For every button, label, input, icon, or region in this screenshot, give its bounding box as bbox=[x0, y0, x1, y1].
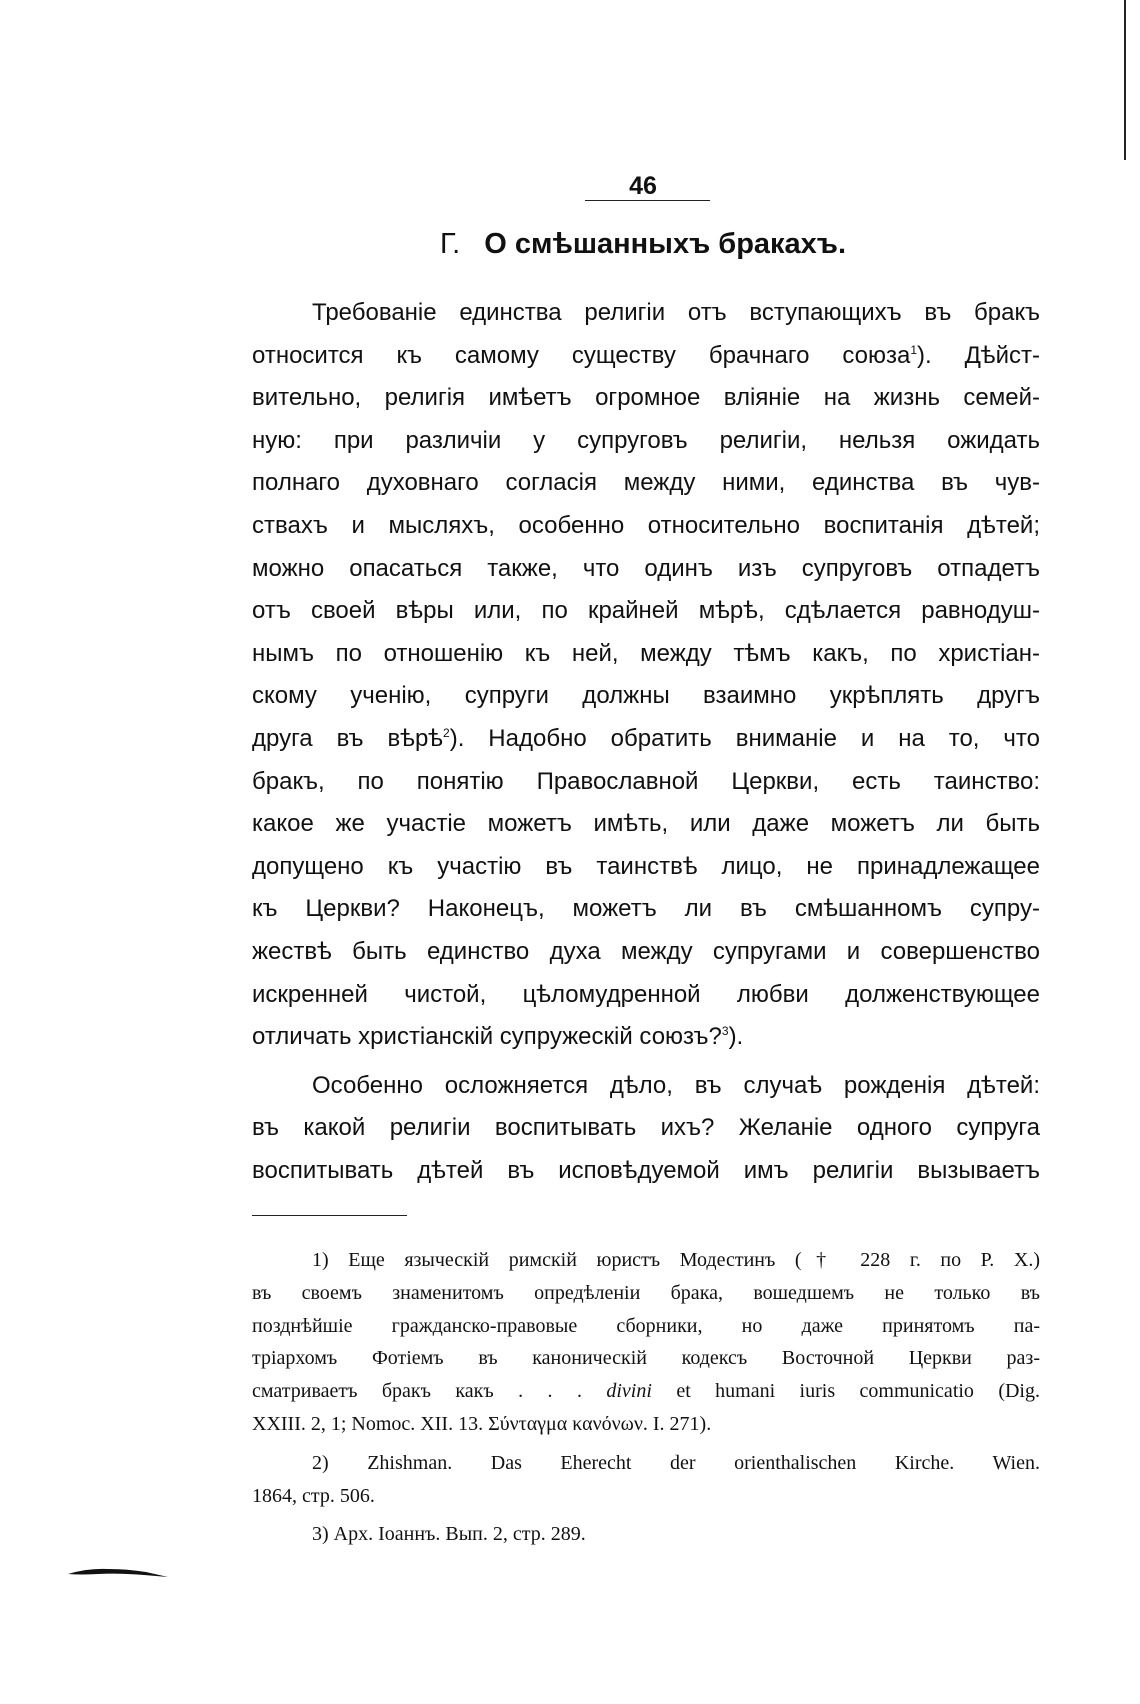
body-line: вительно, религія имѣетъ огромное вліяніе на жизнь семей- bbox=[252, 384, 1040, 412]
section-heading: О смѣшанныхъ бракахъ. bbox=[484, 228, 847, 260]
body-line: жествѣ быть единство духа между супругами и совершенство bbox=[252, 937, 1040, 965]
body-text bbox=[252, 292, 1040, 1192]
page-number-rule bbox=[585, 200, 710, 201]
body-line: полнаго духовнаго согласія между ними, единства въ чув- bbox=[252, 469, 1040, 497]
body-line: ствахъ и мысляхъ, особенно относительно воспитанія дѣтей; bbox=[252, 511, 1040, 539]
footnote-line: въ своемъ знаменитомъ опредѣленіи брака, вошедшемъ не только въ bbox=[252, 1281, 1040, 1304]
body-line: допущено къ участію въ таинствѣ лицо, не принадлежащее bbox=[252, 852, 1040, 880]
body-line: относится къ самому существу брачнаго союза$^1$). Дѣйст- bbox=[252, 341, 1040, 369]
section-title bbox=[250, 228, 1036, 261]
footnote-line: тріархомъ Фотіемъ въ каноническій кодексъ Восточной Церкви раз- bbox=[252, 1347, 1040, 1370]
page-edge-line bbox=[1124, 0, 1126, 160]
footnote-line: 3) Арх. Іоаннъ. Вып. 2, стр. 289. bbox=[312, 1523, 586, 1546]
footnote-ref: 1 bbox=[910, 342, 918, 357]
footnote-line: 1) Еще языческій римскій юристъ Модестинъ († 228 г. по Р. Х.) bbox=[312, 1249, 1040, 1271]
footnote-line: 2) Zhishman. Das Eherecht der orienthalischen Kirche. Wien. bbox=[312, 1451, 1040, 1474]
body-line: искренней чистой, цѣломудренной любви долженствующее bbox=[252, 980, 1040, 1008]
body-line: воспитывать дѣтей въ исповѣдуемой имъ религіи вызываетъ bbox=[252, 1156, 1040, 1184]
body-line: Особенно осложняется дѣло, въ случаѣ рожденія дѣтей: bbox=[312, 1071, 1040, 1099]
page-number: 46 bbox=[629, 172, 657, 200]
body-line: нымъ по отношенію къ ней, между тѣмъ какъ, по христіан- bbox=[252, 639, 1040, 667]
footnotes bbox=[252, 1244, 1040, 1551]
body-line: друга въ вѣрѣ$^2$). Надобно обратить вниманіе и на то, что bbox=[252, 724, 1040, 752]
body-line: въ какой религіи воспитывать ихъ? Желаніе одного супруга bbox=[252, 1114, 1040, 1142]
footnote-line: позднѣйшіе гражданско-правовые сборники, но даже принятомъ па- bbox=[252, 1314, 1040, 1337]
footnote-ref: 3 bbox=[721, 1024, 729, 1039]
footnote-line: XXIII. 2, 1; Nomoc. XII. 13. Σύνταγμα κανόνων. I. 271). bbox=[252, 1412, 712, 1435]
footnote-ref: 2 bbox=[443, 725, 450, 740]
body-line: Требованіе единства религіи отъ вступающихъ въ бракъ bbox=[312, 299, 1040, 326]
section-letter: Г. bbox=[439, 228, 461, 260]
body-line: отличать христіанскій супружескій союзъ?$^3$). bbox=[252, 1023, 744, 1051]
body-line: къ Церкви? Наконецъ, можетъ ли въ смѣшанномъ супру- bbox=[252, 895, 1040, 923]
body-line: можно опасаться также, что одинъ изъ супруговъ отпадетъ bbox=[252, 554, 1040, 582]
body-line: скому ученію, супруги должны взаимно укрѣплять другъ bbox=[252, 682, 1040, 710]
body-line: бракъ, по понятію Православной Церкви, есть таинство: bbox=[252, 767, 1040, 795]
footnote-line: 1864, стр. 506. bbox=[252, 1484, 375, 1507]
body-line: ную: при различіи у супруговъ религіи, нельзя ожидать bbox=[252, 426, 1040, 454]
scan-mark bbox=[68, 1566, 168, 1578]
body-line: отъ своей вѣры или, по крайней мѣрѣ, сдѣлается равнодуш- bbox=[252, 597, 1040, 625]
footnote-line: сматриваетъ бракъ какъ . . . divini et humani iuris communicatio (Dig. bbox=[252, 1380, 1040, 1403]
footnote-rule bbox=[252, 1215, 407, 1216]
body-line: какое же участіе можетъ имѣть, или даже можетъ ли быть bbox=[252, 810, 1040, 838]
